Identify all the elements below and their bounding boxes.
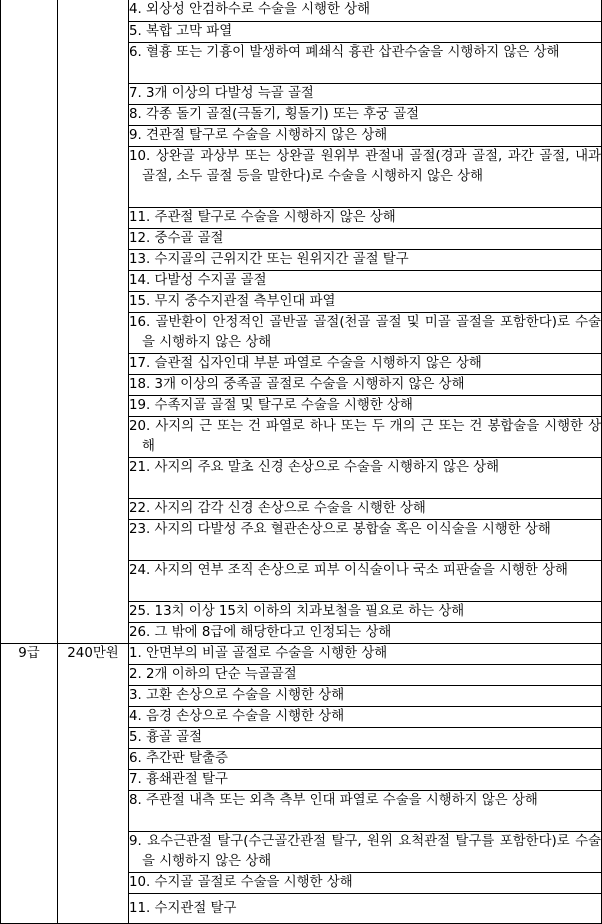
injury-item: 13. 수지골의 근위지간 또는 원위지간 골절 탈구: [129, 250, 602, 271]
injury-item: 8. 주관절 내측 또는 외측 측부 인대 파열로 수술을 시행하지 않은 상해: [129, 791, 602, 832]
injury-item: 10. 상완골 과상부 또는 상완골 원위부 관절내 골절(경과 골절, 과간 골절, 내과 골절, 소두 골절 등을 말한다)로 수술을 시행하지 않은 상해: [129, 147, 602, 208]
injury-item: 23. 사지의 다발성 주요 혈관손상으로 봉합술 혹은 이식술을 시행한 상해: [129, 520, 602, 561]
grade-cell: [1, 0, 58, 644]
injury-item: 26. 그 밖에 8급에 해당한다고 인정되는 상해: [129, 623, 602, 644]
injury-item: 19. 수족지골 골절 및 탈구로 수술을 시행한 상해: [129, 396, 602, 417]
injury-item: 1. 안면부의 비골 골절로 수술을 시행한 상해: [129, 644, 602, 665]
injury-item: 4. 외상성 안검하수로 수술을 시행한 상해: [129, 0, 602, 22]
injury-item: 17. 슬관절 십자인대 부분 파열로 수술을 시행하지 않은 상해: [129, 354, 602, 375]
injury-item: 25. 13치 이상 15치 이하의 치과보철을 필요로 하는 상해: [129, 602, 602, 623]
injury-item: 11. 수지관절 탈구: [129, 894, 602, 924]
injury-item: 24. 사지의 연부 조직 손상으로 피부 이식술이나 국소 피판술을 시행한 상해: [129, 561, 602, 602]
injury-item: 6. 추간판 탈출증: [129, 749, 602, 770]
table-row: [1, 644, 602, 665]
injury-item: 2. 2개 이하의 단순 늑골골절: [129, 665, 602, 686]
injury-item: 15. 무지 중수지관절 측부인대 파열: [129, 292, 602, 313]
grade-cell: 9급: [1, 644, 58, 924]
injury-item: 7. 3개 이상의 다발성 늑골 골절: [129, 84, 602, 105]
injury-item: 9. 요수근관절 탈구(수근골간관절 탈구, 원위 요척관절 탈구를 포함한다)로 수술을 시행하지 않은 상해: [129, 832, 602, 873]
injury-item: 22. 사지의 감각 신경 손상으로 수술을 시행한 상해: [129, 499, 602, 520]
injury-item: 3. 고환 손상으로 수술을 시행한 상해: [129, 686, 602, 707]
injury-item: 16. 골반환이 안정적인 골반골 골절(천골 골절 및 미골 골절을 포함한다)로 수술을 시행하지 않은 상해: [129, 313, 602, 354]
amount-cell: 240만원: [58, 644, 129, 924]
injury-item: 11. 주관절 탈구로 수술을 시행하지 않은 상해: [129, 208, 602, 229]
table-row: [1, 0, 602, 22]
injury-item: 10. 수지골 골절로 수술을 시행한 상해: [129, 873, 602, 894]
injury-item: 18. 3개 이상의 중족골 골절로 수술을 시행하지 않은 상해: [129, 375, 602, 396]
amount-cell: [58, 0, 129, 644]
injury-item: 14. 다발성 수지골 골절: [129, 271, 602, 292]
injury-item: 21. 사지의 주요 말초 신경 손상으로 수술을 시행하지 않은 상해: [129, 458, 602, 499]
injury-item: 7. 흉쇄관절 탈구: [129, 770, 602, 791]
injury-item: 5. 복합 고막 파열: [129, 22, 602, 43]
injury-item: 12. 중수골 골절: [129, 229, 602, 250]
injury-item: 8. 각종 돌기 골절(극돌기, 횡돌기) 또는 후궁 골절: [129, 105, 602, 126]
injury-item: 20. 사지의 근 또는 건 파열로 하나 또는 두 개의 근 또는 건 봉합술을 시행한 상해: [129, 417, 602, 458]
injury-item: 6. 혈흉 또는 기흉이 발생하여 폐쇄식 흉관 삽관수술을 시행하지 않은 상해: [129, 43, 602, 84]
injury-item: 4. 음경 손상으로 수술을 시행한 상해: [129, 707, 602, 728]
injury-item: 5. 흉골 골절: [129, 728, 602, 749]
injury-item: 9. 견관절 탈구로 수술을 시행하지 않은 상해: [129, 126, 602, 147]
